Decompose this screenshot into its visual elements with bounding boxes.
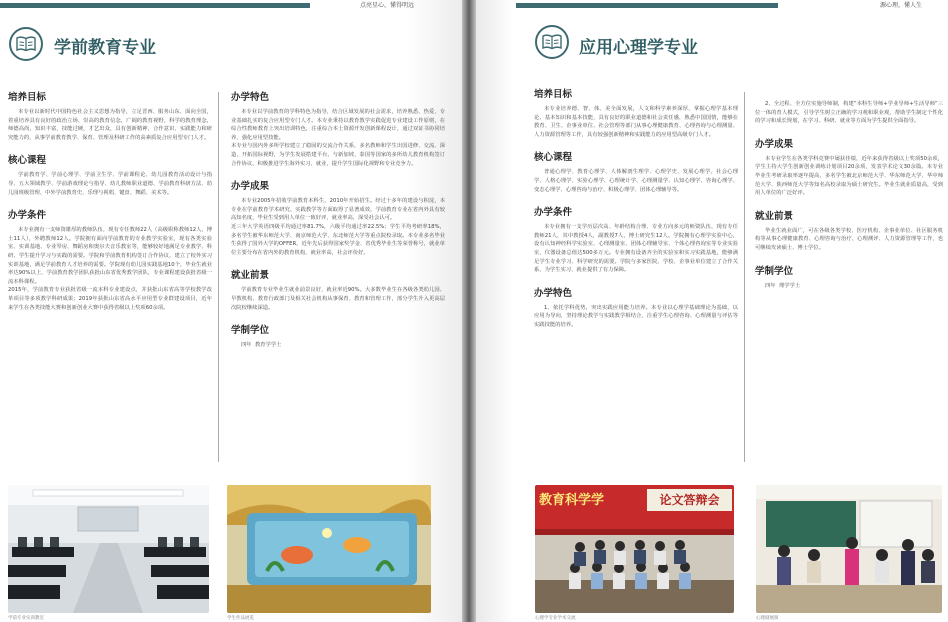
section-heading: 办学条件 (534, 207, 573, 219)
right-column-2 (755, 100, 943, 300)
right-page (476, 0, 948, 622)
section-heading: 办学成果 (755, 138, 794, 150)
section-text: 本专业以新时代中国特色社会主义思想为指导，立足晋西、服务山东、面向全国，着重培养具有良好的政治立场、崇高的教育信念，广阔的教育视野，科学的教育理念，师德高尚，知识丰富，技能过硬，才艺出众，具有创新精神、合作意识、实践能力和研究能力的，从事学前教育教学、保育、管理及科研工作的高素质复合应用型专门人才。 (8, 109, 212, 141)
book-gutter (462, 0, 476, 622)
section-feature-continued (755, 100, 943, 126)
section-career (755, 208, 943, 253)
section-cond (534, 204, 738, 275)
section-text: 四年 教育学学士 (241, 342, 282, 349)
section-result (755, 136, 943, 198)
section-goal (8, 89, 212, 142)
section-heading: 就业前景 (231, 270, 270, 282)
column-divider (744, 92, 745, 462)
photo-caption: 心理剧展演 (756, 616, 779, 621)
section-heading: 核心课程 (8, 155, 47, 167)
section-text: 本专业拥有一支师资雄厚的教师队伍，现有专任教师22人（高级职称教师12人，博士11人），外聘教师12人。学院拥有面向学前教育的专业教学实验室，现有各类实验室、实训基地、专业琴房、舞蹈房和奥尔夫音乐教室等，能够较好地满足专业教学、科研、学生提升学习与实践的需要。学院和学前教育机构签订合作协议，建立了校外实习实训基地，满足学前教育人才培养的需要。学院现有幼儿园实践基地10个，毕业生就业率达90%以上，学前教育教学团队获批山东省优秀教学团队，专业课程建设获批省级一流本科课程。 2015年，学前教育专业获批省级一流本科专业建设点，并获批山东省高等学校教学改革项目等多项教学科研成果；2019年获批山东省高水平应用型专业群建设项目，近年来学生在各类技能大赛和创新创业大赛中获得省级以上奖项60余项。 (8, 227, 212, 311)
section-feature (534, 285, 738, 330)
section-feature (231, 89, 445, 168)
left-column-1 (8, 89, 212, 322)
section-text: 1、依托学科优势，突出实践应用能力培养。本专业以心理学基础理论为基础，以应用为导向，坚持理论教学与实践教学相结合，注重学生心理咨询、心理测量与评估等实践技能的培养。 (534, 304, 738, 328)
section-text: 本专业学生在各类学科竞赛中屡获佳绩，近年来获得省级以上奖项50余项，学生主持大学生创新创业训练计划项目20余项，发表学术论文30余篇。本专业毕业生考研录取率逐年提高，多名学生被北京师范大学、华东师范大学、华中师范大学、陕西师范大学等知名高校录取为硕士研究生。毕业生就业质量高，受到用人单位的广泛好评。 (755, 155, 943, 197)
section-heading: 办学特色 (534, 287, 573, 299)
section-heading: 办学成果 (231, 181, 270, 193)
section-heading: 核心课程 (534, 152, 573, 164)
section-text: 学前教育专业毕业生就业前景良好，就业率近90%。大多数毕业生在各级各类幼儿园、早教机构、教育行政部门及相关社会机构从事保育、教育和管理工作，部分学生升入更高层次院校继续深造。 (231, 287, 445, 311)
section-text: 四年 理学学士 (765, 282, 801, 289)
left-page (0, 0, 462, 622)
right-header-bar (516, 3, 778, 8)
book-icon (9, 27, 43, 61)
section-degree (231, 322, 445, 350)
section-text: 普通心理学、教育心理学、人体解剖生理学、心理学史、发展心理学、社会心理学、人格心理学、实验心理学、心理统计学、心理测量学、认知心理学、咨询心理学、变态心理学、心理咨询与治疗、积极心理学、团体心理辅导等。 (534, 169, 738, 193)
section-text: 本专业拥有一支学历层次高、年龄结构合理、专业方向多元的师资队伍，现有专任教师21人，其中教授4人，副教授7人，博士研究生12人。学院拥有心理学实验中心，设有认知神经科学实验室、心理测量室、团体心理辅导室、个体心理咨询室等专业实验室，仪器设备总值达500多万元。专业拥有设备齐全的实验室和实习实践基地，能够满足学生专业学习、科学研究的需要。学院与多家医院、学校、企事业单位建立了合作关系，为学生实习、就业提供了有力保障。 (534, 224, 738, 274)
section-course (8, 152, 212, 197)
section-text: 毕业生就业面广，可在各级各类学校、医疗机构、企事业单位、社区服务机构等从事心理健康教育、心理咨询与治疗、心理测评、人力资源管理等工作，也可继续攻读硕士、博士学位。 (755, 227, 943, 251)
left-header-bar (0, 3, 310, 8)
section-heading: 培养目标 (534, 89, 573, 100)
section-degree (755, 263, 943, 291)
section-text: 本专业2005年招收学前教育本科生，2010年开始招生。经过十多年的建设与积淀，本专业在学前教育学术研究、实践教学等方面取得了显著成效，学前教育专业在省内外具有较高知名度，毕业生受到用人单位一致好评，就业率高，深受社会认可。 近三年大学英语四级平均通过率81.7%，六级平均通过率22.5%；学生平均考研率18%，多名学生被华东师范大学、南京师范大学、东北师范大学等重点院校录取。本专业多名毕业生获得了国外大学的OFFER，近年先后获得国家奖学金、省优秀毕业生等荣誉称号，就业单位主要分布在省内外的教育机构，就业率高，社会评价好。 (231, 198, 445, 256)
page-title: 学前教育专业 (54, 38, 156, 58)
photo-caption: 学生作品展览 (227, 616, 254, 621)
section-text: 本专业培养德、智、体、美全面发展，人文和科学素养深厚，掌握心理学基本理论、基本知识和基本技能，具有良好的职业道德和社会责任感，熟悉中国国情，能够在教育、卫生、企事业单位、社会管理等部门从事心理健康教育、心理咨询与心理测量、人力资源管理等工作，具有较强创新精神和实践能力的应用型高级专门人才。 (534, 106, 738, 138)
section-heading: 就业前景 (755, 210, 794, 222)
photo-classroom (8, 485, 209, 613)
photo-caption: 学前专业实训教室 (8, 616, 44, 621)
banner-text: 论文答辩会 (647, 489, 732, 511)
section-heading: 办学特色 (231, 92, 270, 103)
section-heading: 学制学位 (231, 325, 270, 337)
section-text: 学前教育学、学前心理学、学前卫生学、学前课程论、幼儿园教育活动设计与指导、五大领域教学、学前游戏理论与指导、幼儿教师职业道德、学前教育科研方法、幼儿园班级管理、中外学前教育史、乐理与视唱、键盘、舞蹈、美术等。 (8, 172, 212, 196)
section-heading: 办学条件 (8, 210, 47, 222)
section-result (231, 178, 445, 257)
page-title: 应用心理学专业 (579, 38, 698, 58)
photo-thesis-defense (535, 485, 734, 613)
right-column-1 (534, 86, 738, 340)
section-text: 本专业以学前教育的学科特色为指导，结合区域发展的社会需求，培养熟悉、热爱、专业基础扎实的复合应用型专门人才。本专业秉持以教育教学实践促进专业建设工作原则，在综合性教师教育上突出培训特色，注重综合本土资源开发创新课程设计，通过双证书协同培养，强化应用型技能。 本专业与国内外多所学校建立了稳固的交流合作关系，多名教师和学生出国进修、交流、深造，开拓国际视野，为学生发展搭建平台，与新加坡、泰国等国家的多所幼儿教育机构签订合作协议，积极推进学生海外实习、就业，提升学生国际化视野和专业竞争力。 (231, 109, 445, 167)
section-heading: 学制学位 (755, 265, 794, 277)
left-header-slogan: 点亮星心，懂得明远 (360, 2, 415, 9)
section-course (534, 149, 738, 194)
photo-caption: 心理学专业学术交流 (535, 616, 576, 621)
left-column-2 (231, 89, 445, 360)
right-header-slogan: 源心理，懂人生 (880, 2, 923, 9)
column-divider (218, 92, 219, 462)
section-text: 2、全过程、全方位实施导师制，构建“本科生导师+学业导师+生活导师”三位一体的育人模式，引导学生树立正确的学习观和职业观，帮助学生制定个性化的学习和成长规划，在学习、科研、就业等方面为学生提供全面指导。 (755, 101, 943, 125)
section-goal (534, 86, 738, 139)
section-career (231, 267, 445, 312)
section-heading: 培养目标 (8, 92, 47, 103)
photo-artwork (227, 485, 431, 613)
photo-psychodrama (756, 485, 942, 613)
book-icon (535, 25, 569, 59)
section-cond (8, 207, 212, 312)
banner-text: 教育科学学 (539, 493, 605, 508)
